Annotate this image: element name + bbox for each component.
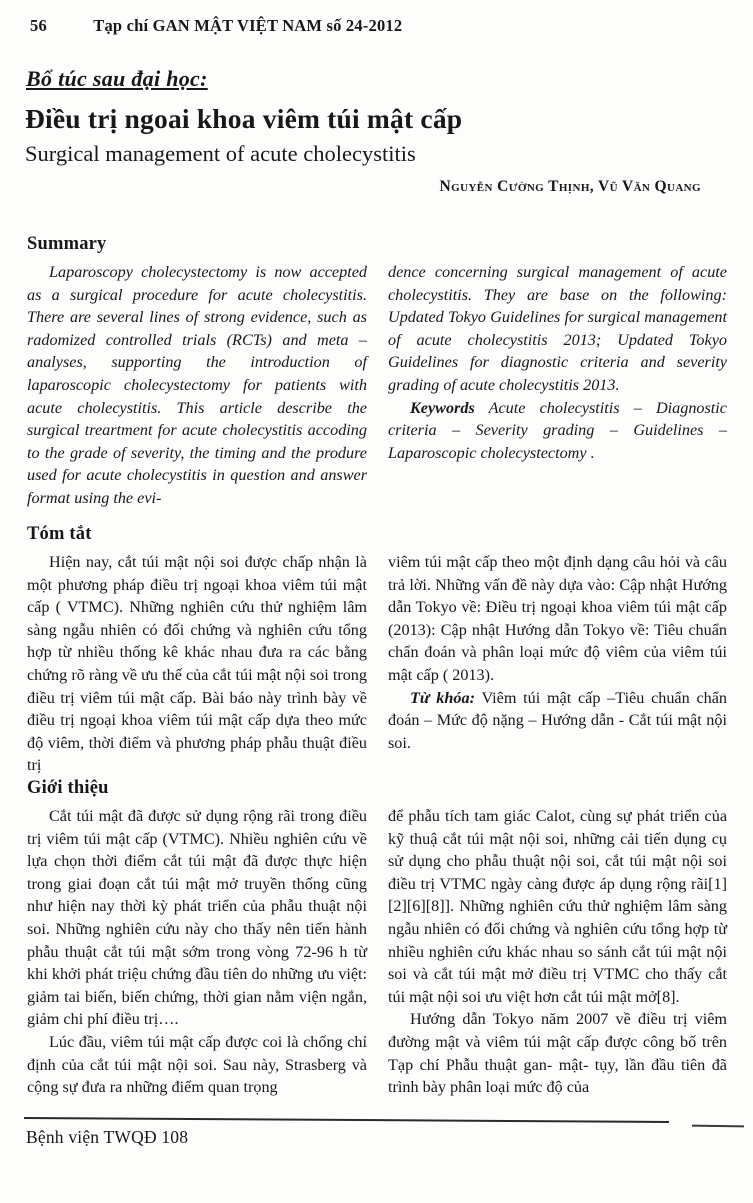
- summary-paragraph: Laparoscopy cholecystectomy is now accepted as a surgical procedure for acute cholecystitis. There are several lines of strong evidence, such as radomized controlled trials (RCTs) and meta – analyses, supporting the introduction of laparoscopic cholecystectomy for patients with acute cholecystitis. This article describe the surgical treartment for acute cholecystitis accoding to the grade of severity, the timing and the produre used for acute cholecystitis in question and answer format using the evi-: [27, 263, 367, 507]
- tomtat-paragraph: Hiện nay, cắt túi mật nội soi được chấp nhận là một phương pháp điều trị ngoại khoa viêm túi mật cấp ( VTMC). Những nghiên cứu thử nghiệm lâm sàng ngẫu nhiên có đối chứng và nghiên cứu tổng hợp từ nhiều thống kê khác nhau đưa ra các bằng chứng rõ ràng về ưu thế của cắt túi mật nội soi trong điều trị viêm túi mật cấp. Bài báo này trình bày về điều trị ngoại khoa viêm túi mật cấp dựa theo mức độ viêm, thời điểm và phương pháp phẫu thuật điều trị: [27, 553, 367, 775]
- journal-name: Tạp chí GAN MẬT VIỆT NAM số 24-2012: [93, 16, 403, 35]
- section-label: Bổ túc sau đại học:: [26, 66, 208, 91]
- summary-continued-paragraph: dence concerning surgical management of acute cholecystitis. They are base on the following: Updated Tokyo Guidelines for surgical management of acute cholecystitis 2013; Updated Tokyo Guidelines for diagnostic criteria and severity grading of acute cholecystitis 2013.: [388, 263, 727, 394]
- gioithieu-column-left: [27, 805, 367, 1099]
- gioithieu-paragraph-2: Lúc đầu, viêm túi mật cấp được coi là chống chỉ định của cắt túi mật nội soi. Sau này, Strasberg và cộng sự đưa ra những điểm quan trọng: [27, 1032, 367, 1097]
- tomtat-column-left: [27, 551, 367, 777]
- article-title-vi: Điều trị ngoai khoa viêm túi mật cấp: [25, 103, 463, 134]
- author-names: Nguyễn Cường Thịnh, Vũ Văn Quang: [439, 178, 701, 195]
- tukhoa-text: Viêm túi mật cấp –Tiêu chuẩn chẩn đoán – Mức độ nặng – Hướng dẫn - Cắt túi mật nội soi.: [388, 688, 727, 752]
- gioithieu-column-right: [388, 805, 727, 1099]
- gioithieu-continued-paragraph-1: để phẫu tích tam giác Calot, cùng sự phát triển của kỹ thuậ cắt túi mật nội soi, những cải tiến dụng cụ sử dụng cho phẫu thuật nội soi, cắt túi mật nội soi điều trị VTMC ngày càng được áp dụng rộng rãi[1][2][6][8]]. Những nghiên cứu thử nghiệm lâm sàng ngẫu nhiên có đối chứng và nghiên cứu tổng hợp từ nhiều nghiên cứu khác nhau so sánh cắt túi mật nội soi và cắt túi mật mở điều trị VTMC cho thấy cắt túi mật nội soi ưu việt hơn cắt túi mật mở[8].: [388, 807, 727, 1006]
- page-number: 56: [30, 16, 47, 35]
- gioithieu-heading: Giới thiệu: [27, 778, 109, 798]
- article-title-en: Surgical management of acute cholecystitis: [25, 141, 416, 166]
- summary-column-right: [388, 261, 727, 464]
- keywords-label: Keywords: [410, 398, 475, 417]
- page-header: [30, 16, 723, 36]
- tomtat-column-right: [388, 551, 727, 754]
- tomtat-continued-paragraph: viêm túi mật cấp theo một định dạng câu hỏi và câu trả lời. Những vấn đề này dựa vào: Cập nhật Hướng dẫn Tokyo về: Điều trị ngoại khoa viêm túi mật cấp (2013): Cập nhật Hướng dẫn Tokyo về: Tiêu chuẩn chẩn đoán và phân loại mức độ viêm của viêm túi mật cấp ( 2013).: [388, 553, 727, 684]
- tukhoa-label: Từ khóa:: [410, 688, 475, 707]
- tukhoa-paragraph: [388, 687, 727, 755]
- keywords-text: Acute cholecystitis – Diagnostic criteria – Severity grading – Guidelines – Laparoscopic cholecystectomy .: [388, 398, 727, 462]
- tomtat-heading: Tóm tắt: [27, 524, 92, 544]
- summary-column-left: [27, 261, 367, 510]
- keywords-paragraph: [388, 397, 727, 465]
- gioithieu-continued-paragraph-2: Hướng dẫn Tokyo năm 2007 về điều trị viêm đường mật và viêm túi mật cấp được công bố trên Tạp chí Phẫu thuật gan- mật- tụy, lần đầu tiên đã trình bày phân loại mức độ của: [388, 1010, 727, 1097]
- footer-affiliation: Bệnh viện TWQĐ 108: [26, 1127, 189, 1147]
- summary-heading: Summary: [27, 234, 107, 254]
- footer-rule: [24, 1117, 669, 1123]
- gioithieu-paragraph-1: Cắt túi mật đã được sử dụng rộng rãi trong điều trị viêm túi mật cấp (VTMC). Nhiều nghiên cứu về lựa chọn thời điểm cắt túi mật đã được thực hiện trong giai đoạn cắt túi mật mở truyền thống cũng như hiện nay thời kỳ phát triển của phẫu thuật nội soi. Những nghiên cứu này cho thấy nên tiến hành phẫu thuật cắt túi mật sớm trong vòng 72-96 h từ khi khởi phát triệu chứng đầu tiên do những ưu việt: giảm tai biến, biến chứng, thời gian nằm viện ngắn, giảm chi phí điều trị….: [27, 807, 367, 1029]
- footer-rule-dash: [692, 1125, 744, 1128]
